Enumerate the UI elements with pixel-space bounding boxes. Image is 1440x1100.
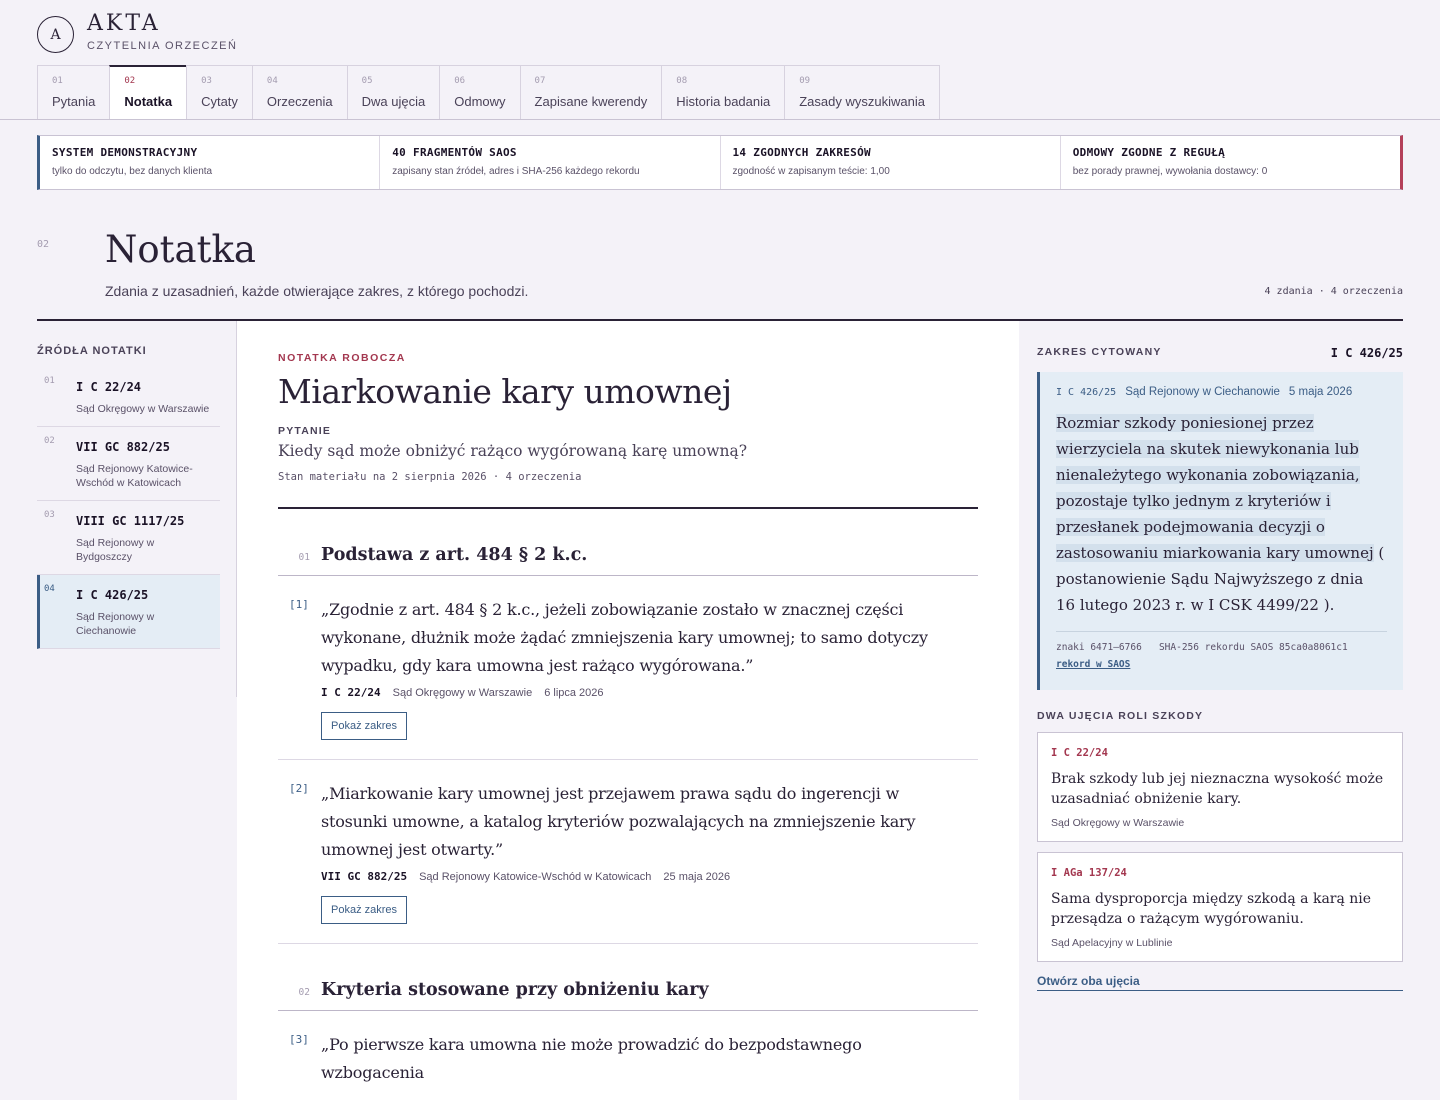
question-text: Kiedy sąd może obniżyć rażąco wygórowaną karę umowną?: [278, 442, 748, 460]
tab-label: Notatka: [124, 94, 173, 109]
tab-pytania[interactable]: [37, 65, 110, 120]
tab-cytaty[interactable]: [186, 65, 253, 120]
saos-record-link[interactable]: rekord w SAOS: [1056, 659, 1131, 670]
status-cell: [40, 136, 379, 189]
note-meta: Stan materiału na 2 sierpnia 2026 · 4 orzeczenia: [278, 471, 582, 483]
citation: [278, 576, 978, 760]
take-text: Brak szkody lub jej nieznaczna wysokość może uzasadniać obniżenie kary.: [1051, 771, 1384, 807]
take-card[interactable]: [1037, 732, 1403, 842]
quote-divider: [1056, 631, 1387, 632]
tab-number: 05: [361, 76, 373, 86]
citation-meta: [321, 686, 978, 699]
note-title: Miarkowanie kary umownej: [278, 372, 732, 411]
tab-label: Orzeczenia: [266, 94, 333, 109]
show-range-button[interactable]: Pokaż zakres: [321, 712, 407, 740]
source-number: 02: [44, 436, 55, 446]
tab-label: Zasady wyszukiwania: [799, 94, 925, 109]
cited-range-header: [1037, 346, 1403, 360]
quote-text: [1056, 410, 1387, 618]
take-signature: I C 22/24: [1051, 747, 1108, 759]
brand-logo: A: [37, 16, 74, 53]
take-court: Sąd Apelacyjny w Lublinie: [1051, 937, 1173, 949]
status-cell: [1060, 136, 1400, 189]
sources-panel: [37, 321, 237, 697]
page-description: Zdania z uzasadnień, każde otwierające zakres, z którego pochodzi.: [105, 283, 529, 299]
citation: [278, 1011, 978, 1100]
tab-number: 04: [266, 76, 278, 86]
tab-label: Odmowy: [454, 94, 506, 109]
citation-date: 6 lipca 2026: [544, 687, 604, 699]
source-signature: I C 426/25: [76, 588, 149, 602]
citation-meta: [321, 870, 978, 883]
citation-court: Sąd Okręgowy w Warszawie: [392, 687, 533, 699]
page-title: Notatka: [105, 228, 256, 271]
two-takes-heading: DWA UJĘCIA ROLI SZKODY: [1037, 710, 1204, 722]
tab-dwa-ujecia[interactable]: [347, 65, 441, 120]
quote-rest: ( postanowienie Sądu Najwyższego z dnia 16 lutego 2023 r. w I CSK 4499/22 ).: [1056, 544, 1385, 614]
tab-zasady-wyszukiwania[interactable]: [784, 65, 940, 120]
sources-heading: ŹRÓDŁA NOTATKI: [37, 345, 147, 357]
section-heading: [278, 944, 978, 1011]
tabs-divider: [0, 119, 1440, 120]
status-desc: tylko do odczytu, bez danych klienta: [52, 166, 213, 177]
tab-label: Cytaty: [201, 94, 238, 109]
source-number: 04: [44, 584, 55, 594]
tab-historia-badania[interactable]: [661, 65, 785, 120]
citation: [278, 760, 978, 944]
cited-range-panel: [1037, 321, 1403, 991]
tab-number: 08: [676, 76, 688, 86]
section-title: Podstawa z art. 484 § 2 k.c.: [321, 545, 588, 565]
status-cell: [379, 136, 719, 189]
status-title: 40 FRAGMENTÓW SAOS: [392, 146, 517, 159]
status-cell: [720, 136, 1060, 189]
citation-text: „Miarkowanie kary umownej jest przejawem prawa sądu do ingerencji w stosunki umowne, a katalog kryteriów pozwalających na zmniejszenie kary umownej jest otwarty.”: [321, 784, 916, 859]
source-number: 01: [44, 376, 55, 386]
citation-number[interactable]: [2]: [289, 782, 309, 795]
source-court: Sąd Rejonowy Katowice-Wschód w Katowicach: [76, 463, 193, 489]
tab-number: 09: [799, 76, 811, 86]
tab-label: Historia badania: [676, 94, 771, 109]
source-court: Sąd Rejonowy w Bydgoszczy: [76, 537, 155, 563]
status-strip: [37, 135, 1403, 190]
page-counts: 4 zdania · 4 orzeczenia: [1264, 286, 1403, 297]
cited-range-heading: ZAKRES CYTOWANY: [1037, 346, 1162, 358]
source-item[interactable]: [37, 501, 220, 575]
take-court: Sąd Okręgowy w Warszawie: [1051, 817, 1185, 829]
cited-quote: [1037, 372, 1403, 690]
brand-subtitle: CZYTELNIA ORZECZEŃ: [87, 40, 238, 52]
note-panel: [278, 321, 978, 1100]
tab-number: 06: [454, 76, 466, 86]
citation-number[interactable]: [3]: [289, 1033, 309, 1046]
section-number: 01: [298, 552, 310, 563]
tab-number: 03: [201, 76, 212, 86]
tab-notatka[interactable]: [109, 65, 187, 120]
take-card[interactable]: [1037, 852, 1403, 962]
tab-number: 02: [124, 76, 136, 86]
show-range-button[interactable]: Pokaż zakres: [321, 896, 407, 924]
question-label: PYTANIE: [278, 425, 332, 437]
source-item[interactable]: [37, 427, 220, 501]
citation-signature: I C 22/24: [321, 686, 381, 699]
cited-range-signature: I C 426/25: [1330, 346, 1403, 360]
tab-zapisane-kwerendy[interactable]: [520, 65, 663, 120]
section-heading: [278, 509, 978, 576]
tab-number: 01: [52, 76, 63, 86]
source-court: Sąd Okręgowy w Warszawie: [76, 403, 210, 415]
take-signature: I AGa 137/24: [1051, 867, 1127, 879]
status-desc: zapisany stan źródeł, adres i SHA-256 każdego rekordu: [392, 166, 640, 177]
citation-date: 25 maja 2026: [663, 871, 731, 883]
tab-number: 07: [534, 76, 546, 86]
tab-orzeczenia[interactable]: [252, 65, 348, 120]
source-item[interactable]: [37, 367, 220, 427]
quote-highlight: Rozmiar szkody poniesionej przez wierzyciela na skutek niewykonania lub nienależytego wykonania zobowiązania, pozostaje tylko jednym z kryteriów i przesłanek podejmowania decyzji o zastosowaniu miarkowania kary umownej: [1056, 414, 1374, 562]
brand-title: AKTA: [87, 11, 161, 36]
quote-record-info: znaki 6471–6766 SHA-256 rekordu SAOS 85ca0a8061c1: [1056, 642, 1348, 653]
tab-label: Zapisane kwerendy: [534, 94, 648, 109]
status-desc: bez porady prawnej, wywołania dostawcy: 0: [1072, 166, 1268, 177]
citation-text: „Po pierwsze kara umowna nie może prowadzić do bezpodstawnego wzbogacenia: [321, 1035, 862, 1082]
quote-date: 5 maja 2026: [1288, 386, 1353, 398]
tab-label: Dwa ujęcia: [361, 94, 426, 109]
page-number: 02: [37, 239, 50, 250]
take-text: Sama dysproporcja między szkodą a karą nie przesądza o rażącym wygórowaniu.: [1051, 891, 1372, 927]
source-court: Sąd Rejonowy w Ciechanowie: [76, 611, 155, 637]
source-signature: VIII GC 1117/25: [76, 514, 185, 528]
status-title: SYSTEM DEMONSTRACYJNY: [52, 146, 198, 159]
status-title: ODMOWY ZGODNE Z REGUŁĄ: [1072, 146, 1226, 159]
quote-meta: [1056, 386, 1387, 398]
quote-court: Sąd Rejonowy w Ciechanowie: [1125, 386, 1280, 398]
tab-label: Pytania: [52, 94, 96, 109]
citation-number[interactable]: [1]: [289, 598, 309, 611]
citation-court: Sąd Rejonowy Katowice-Wschód w Katowicach: [419, 871, 652, 883]
status-title: 14 ZGODNYCH ZAKRESÓW: [732, 146, 871, 159]
sources-list: [37, 367, 220, 649]
main-tabs: [37, 65, 940, 120]
source-number: 03: [44, 510, 55, 520]
source-signature: I C 22/24: [76, 380, 142, 394]
source-signature: VII GC 882/25: [76, 440, 170, 454]
status-desc: zgodność w zapisanym teście: 1,00: [732, 166, 890, 177]
citation-text: „Zgodnie z art. 484 § 2 k.c., jeżeli zobowiązanie zostało w znacznej części wykonane, dłużnik może żądać zmniejszenia kary umownej; to samo dotyczy wypadku, gdy kara umowna jest rażąco wygórowana.”: [321, 600, 928, 675]
citation-signature: VII GC 882/25: [321, 870, 408, 883]
brand[interactable]: [37, 11, 238, 53]
tab-odmowy[interactable]: [439, 65, 520, 120]
quote-signature: I C 426/25: [1056, 387, 1117, 398]
section-number: 02: [298, 987, 310, 998]
open-both-takes-link[interactable]: Otwórz oba ujęcia: [1037, 974, 1403, 991]
note-kicker: NOTATKA ROBOCZA: [278, 352, 406, 364]
section-title: Kryteria stosowane przy obniżeniu kary: [321, 980, 709, 1000]
source-item-active[interactable]: [37, 575, 220, 649]
